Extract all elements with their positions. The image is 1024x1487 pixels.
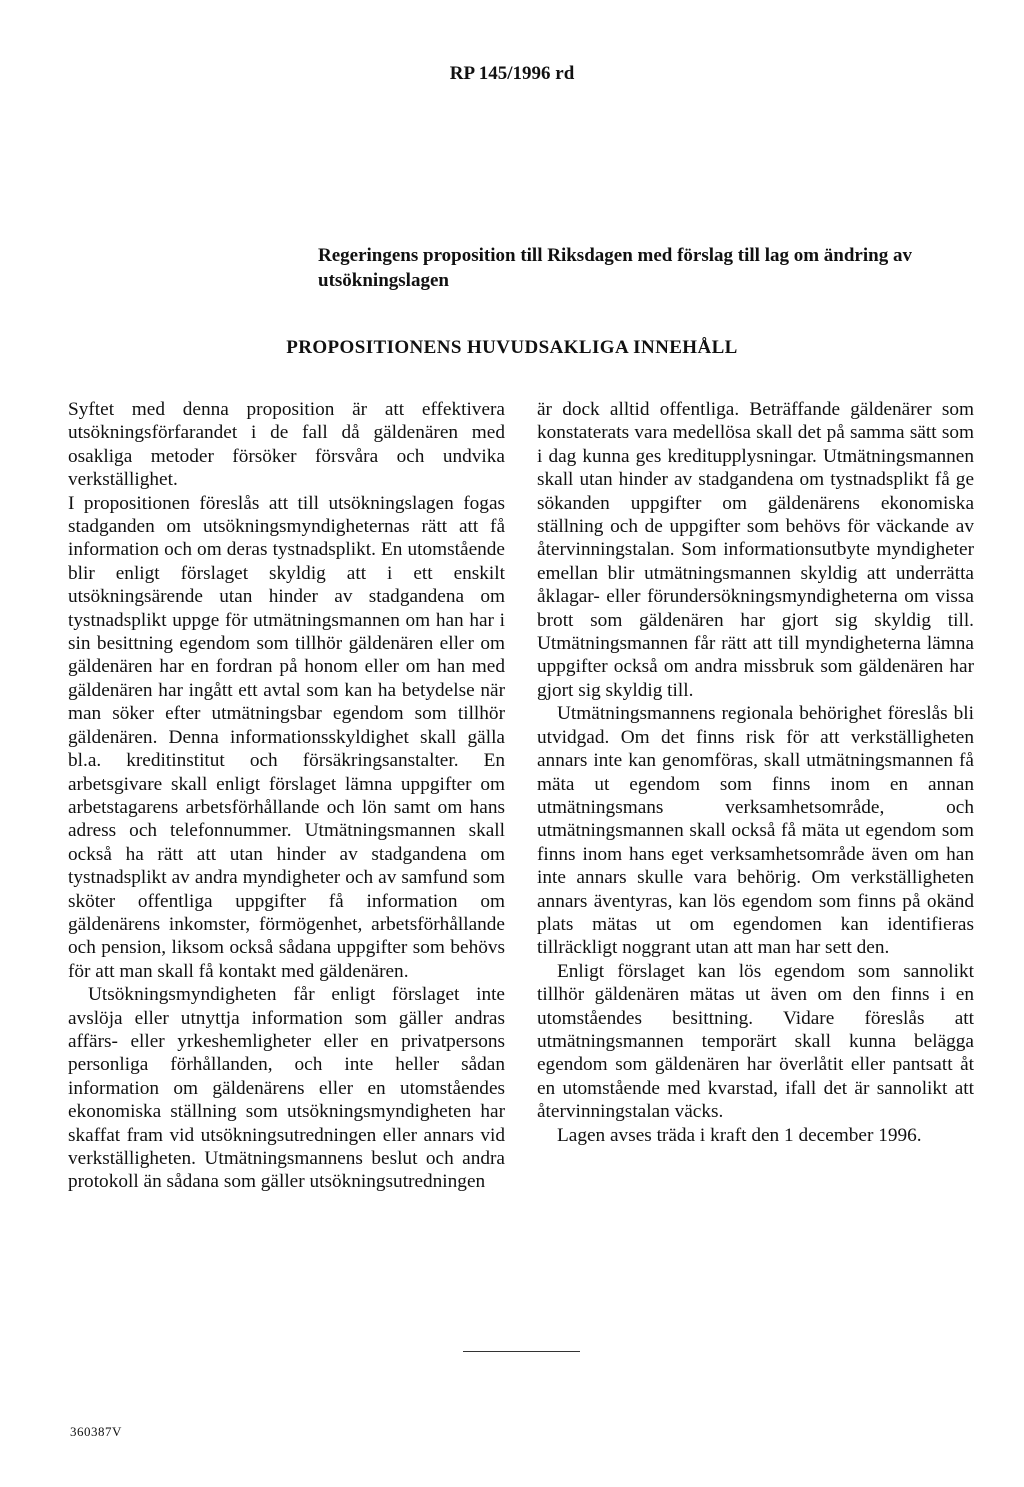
separator-rule [463,1351,580,1352]
section-heading: PROPOSITIONENS HUVUDSAKLIGA INNEHÅLL [286,337,738,358]
right-text-column [537,398,974,1147]
document-header: RP 145/1996 rd [449,63,575,84]
paragraph: Utmätningsmannens regionala behörighet föreslås bli utvidgad. Om det finns risk för att verkställigheten annars inte kan genomföras, skall utmätningsmannen få mäta ut egendom som finns inom en annan utmätningsmans verksamhetsområde, och utmätningsmannen skall också få mäta ut egendom som finns inom hans eget verksamhetsområde även om han inte annars skulle vara behörig. Om verkställigheten annars äventyras, kan lös egendom som finns på okänd plats mätas ut om egendomen kan identifieras tillräckligt noggrant utan att man har sett den. [537,703,974,959]
paragraph: Lagen avses träda i kraft den 1 december 1996. [557,1124,922,1146]
left-text-column [68,398,505,1194]
paragraph: är dock alltid offentliga. Beträffande gäldenärer som konstaterats vara medellösa skall det på samma sätt som i dag kunna ges kreditupplysningar. Utmätningsmannen skall utan hinder av stadgandena om tystnadsplikt få ge sökanden uppgifter om gäldenärens ekonomiska ställning och de uppgifter som behövs för väckande av återvinningstalan. Som informationsutbyte myndigheter emellan blir utmätningsmannen skyldig att underrätta åklagar- eller förundersökningsmyndigheterna om vissa brott som gäldenären har gjort sig skyldig till. Utmätningsmannen får rätt att till myndigheterna lämna uppgifter också om andra missbruk som gäldenären har gjort sig skyldig till. [537,399,974,701]
proposition-title: Regeringens proposition till Riksdagen med förslag till lag om ändring av utsökningslagen [318,245,912,291]
paragraph: Utsökningsmyndigheten får enligt förslaget inte avslöja eller utnyttja information som gäller andras affärs- eller yrkeshemligheter eller en privatpersons personliga förhållanden, och inte heller sådan information om gäldenärens eller en utomståendes ekonomiska ställning som utsökningsmyndigheten har skaffat fram vid utsökningsutredningen eller annars vid verkställigheten. Utmätningsmannens beslut och andra protokoll än sådana som gäller utsökningsutredningen [68,984,505,1193]
paragraph: Syftet med denna proposition är att effektivera utsökningsförfarandet i de fall då gäldenären med osakliga metoder försöker försvåra och undvika verkställighet. [68,399,505,491]
paragraph: Enligt förslaget kan lös egendom som sannolikt tillhör gäldenären mätas ut även om den finns i en utomståendes besittning. Vidare föreslås att utmätningsmannen temporärt skall kunna belägga egendom som gäldenären har överlåtit eller pantsatt åt en utomstående med kvarstad, ifall det är sannolikt att återvinningstalan väcks. [537,960,974,1123]
paragraph: I propositionen föreslås att till utsökningslagen fogas stadganden om utsökningsmyndigheternas rätt att få information och om deras tystnadsplikt. En utomstående blir enligt förslaget skyldig att i ett enskilt utsökningsärende utan hinder av stadgandena om tystnadsplikt uppge för utmätningsmannen om han har i sin besittning egendom som tillhör gäldenären eller om gäldenären har en fordran på honom eller om han med gäldenären har ingått ett avtal som kan ha betydelse när man söker efter utmätningsbar egendom som tillhör gäldenären. Denna informationsskyldighet skall gälla bl.a. kreditinstitut och försäkringsanstalter. En arbetsgivare skall enligt förslaget lämna uppgifter om arbetstagarens arbetsförhållande och lön samt om hans adress och telefonnummer. Utmätningsmannen skall också ha rätt att utan hinder av stadgandena om tystnadsplikt av andra myndigheter och av samfund som sköter offentliga uppgifter få information om gäldenärens inkomster, förmögenhet, arbetsförhållande och pension, liksom också sådana uppgifter som behövs för att man skall få kontakt med gäldenären. [68,492,505,982]
document-code: 360387V [70,1424,122,1439]
